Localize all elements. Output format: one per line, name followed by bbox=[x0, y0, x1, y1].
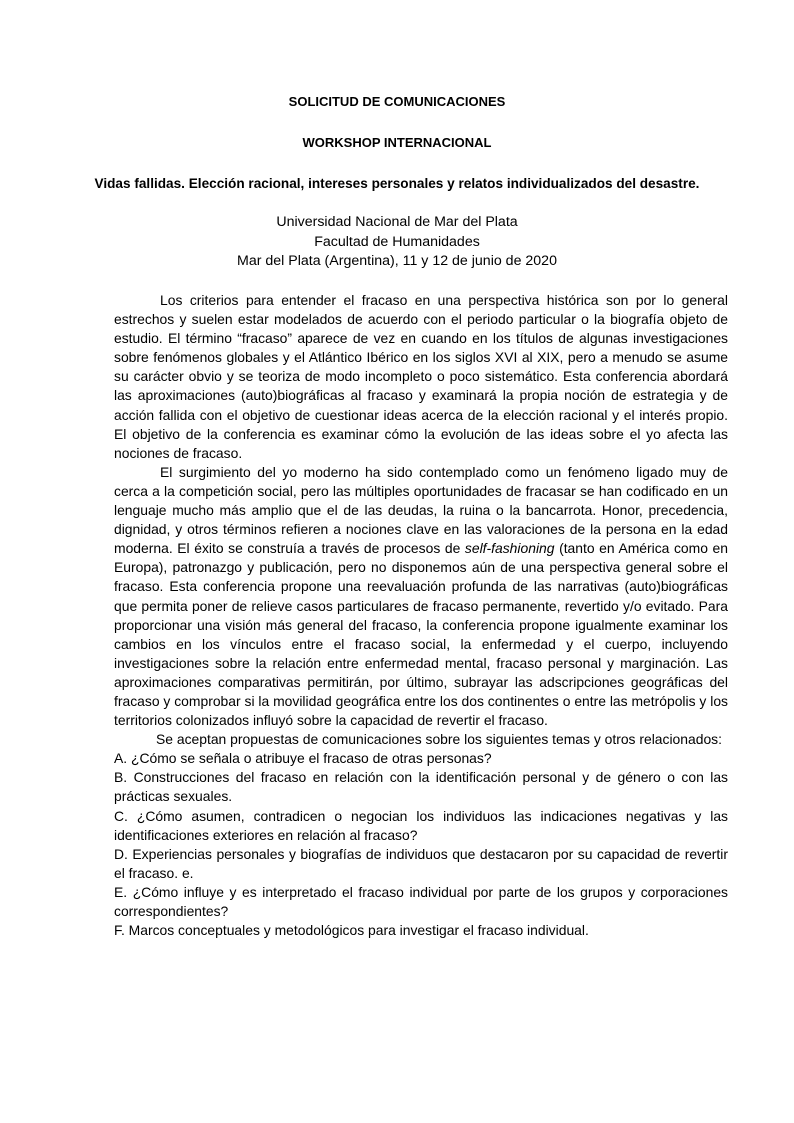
venue-place-date: Mar del Plata (Argentina), 11 y 12 de junio de 2020 bbox=[237, 253, 557, 269]
paragraph-2-part-b: (tanto en América como en Europa), patronazgo y publicación, pero no disponemos aún de una perspectiva general sobre el fracaso. Esta conferencia propone una reevaluación profunda de las narrativas (auto)biográficas que permita poner de relieve casos particulares de fracaso permanente, revertido y/o evitado. Para proporcionar una visión más general del fracaso, la conferencia propone igualmente examinar los cambios en los vínculos entre el fracaso social, la enfermedad y el cuerpo, incluyendo investigaciones sobre la relación entre enfermedad mental, fracaso personal y marginación. Las aproximaciones comparativas permitirán, por último, subrayar las adscripciones geográficas del fracaso y comprobar si la movilidad geográfica entre los dos continentes o entre las metrópolis y los territorios colonizados influyó sobre la capacidad de revertir el fracaso. bbox=[114, 540, 728, 729]
venue-block bbox=[0, 213, 794, 272]
venue-university: Universidad Nacional de Mar del Plata bbox=[276, 214, 518, 230]
body-text bbox=[114, 291, 728, 940]
topic-item: F. Marcos conceptuales y metodológicos para investigar el fracaso individual. bbox=[114, 922, 589, 939]
topic-item: A. ¿Cómo se señala o atribuye el fracaso de otras personas? bbox=[114, 750, 492, 767]
topic-item: E. ¿Cómo influye y es interpretado el fracaso individual por parte de los grupos y corporaciones correspondientes? bbox=[114, 883, 728, 919]
document-title: SOLICITUD DE COMUNICACIONES bbox=[288, 94, 506, 109]
venue-faculty: Facultad de Humanidades bbox=[314, 233, 480, 250]
topic-item: D. Experiencias personales y biografías de individuos que destacaron por su capacidad de revertir el fracaso. e. bbox=[114, 845, 728, 881]
paragraph-2-part-a: El surgimiento del yo moderno ha sido contemplado como un fenómeno ligado muy de cerca a la competición social, pero las múltiples oportunidades de fracasar se han codificado en un lenguaje mucho más amplio que el de las deudas, la ruina o la bancarrota. Honor, precedencia, dignidad, y otros términos refieren a nociones clave en las valoraciones de la persona en la edad moderna. El éxito se construía a través de procesos de bbox=[114, 463, 728, 557]
paragraph-2 bbox=[114, 463, 728, 730]
paragraph-2-emphasis: self-fashioning bbox=[464, 540, 555, 557]
document-subtitle: WORKSHOP INTERNACIONAL bbox=[302, 135, 492, 150]
paragraph-3: Se aceptan propuestas de comunicaciones sobre los siguientes temas y otros relacionados: bbox=[156, 731, 722, 748]
topic-item: C. ¿Cómo asumen, contradicen o negocian los individuos las indicaciones negativas y las identificaciones exteriores en relación al fracaso? bbox=[114, 807, 728, 843]
topic-item: B. Construcciones del fracaso en relación con la identificación personal y de género o con las prácticas sexuales. bbox=[114, 769, 728, 805]
paragraph-1: Los criterios para entender el fracaso en una perspectiva histórica son por lo general estrechos y suelen estar modelados de acuerdo con el periodo particular o la biografía objeto de estudio. El término “fracaso” aparece de vez en cuando en los títulos de algunas investigaciones sobre fenómenos globales y el Atlántico Ibérico en los siglos XVI al XIX, pero a menudo se asume su carácter obvio y se teoriza de modo incompleto o poco sistemático. Esta conferencia abordará las aproximaciones (auto)biográficas al fracaso y examinará la propia noción de estrategia y de acción fallida con el objetivo de cuestionar ideas acerca de la elección racional y el interés propio. El objetivo de la conferencia es examinar cómo la evolución de las ideas sobre el yo afecta las nociones de fracaso. bbox=[114, 292, 728, 461]
workshop-theme: Vidas fallidas. Elección racional, intereses personales y relatos individualizados del desastre. bbox=[94, 176, 700, 191]
